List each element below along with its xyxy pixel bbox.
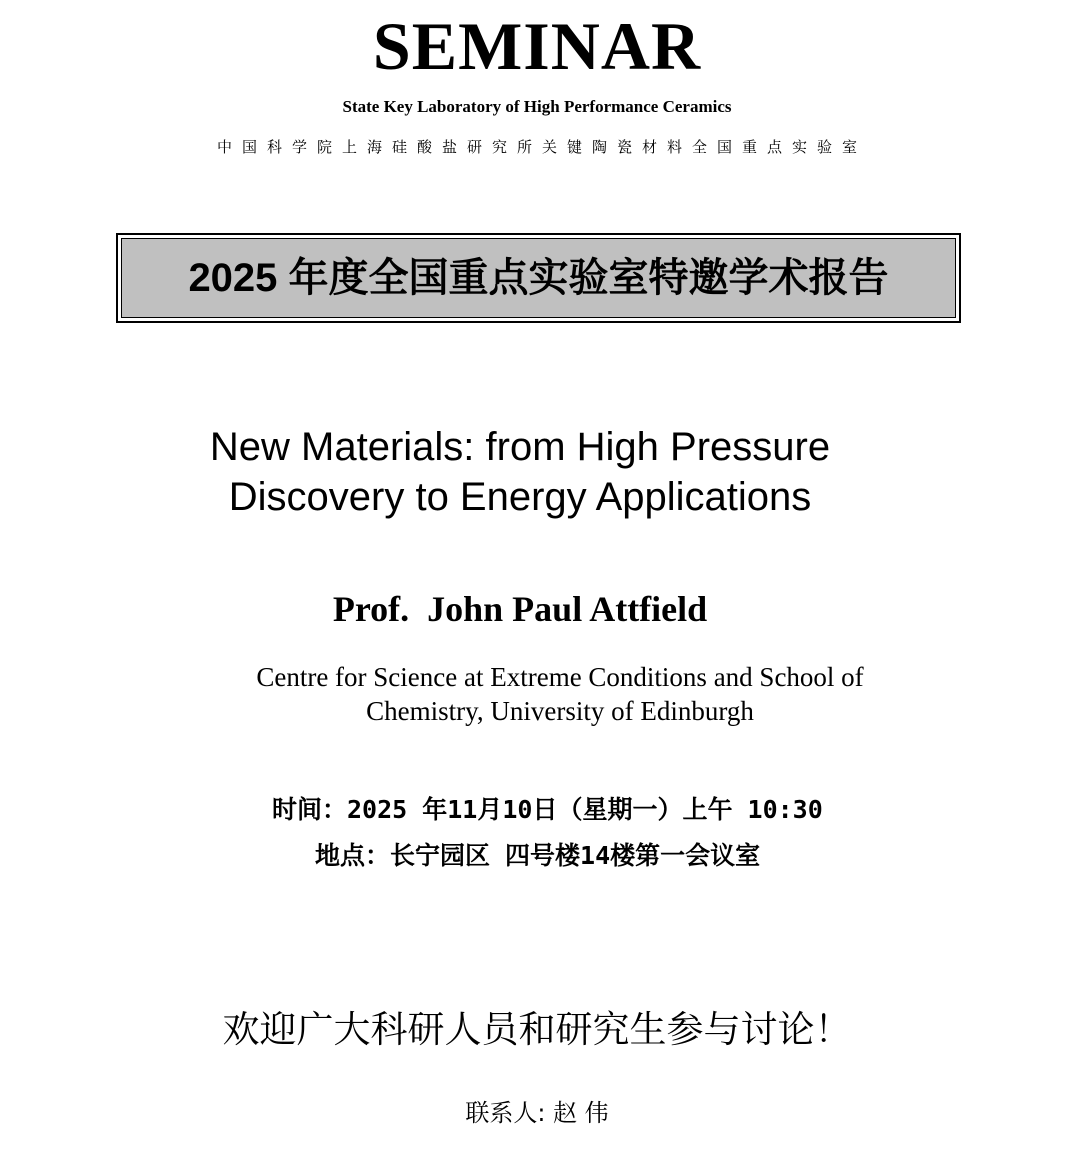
talk-title [120,422,920,522]
affiliation-line-2: Chemistry, University of Edinburgh [366,696,754,726]
contact-person: 联系人: 赵 伟 [465,1099,609,1127]
speaker-name: Prof. John Paul Attfield [332,589,708,629]
event-time: 时间：2025 年11月10日（星期一）上午 10:30 [272,795,823,824]
seminar-title: SEMINAR [372,8,702,84]
event-location: 地点：长宁园区 四号楼14楼第一会议室 [315,841,761,870]
lab-name-chinese: 中国科学院上海硅酸盐研究所关键陶瓷材料全国重点实验室 [216,138,867,156]
speaker-affiliation [200,660,920,728]
welcome-message: 欢迎广大科研人员和研究生参与讨论！ [222,1008,852,1051]
affiliation-line-1: Centre for Science at Extreme Conditions and School of [256,662,864,692]
talk-title-line-1: New Materials: from High Pressure [209,425,831,469]
lab-name-english: State Key Laboratory of High Performance Ceramics [342,97,732,116]
banner-text: 2025 年度全国重点实验室特邀学术报告 [121,238,956,318]
seminar-banner [116,233,961,323]
talk-title-line-2: Discovery to Energy Applications [228,475,812,519]
